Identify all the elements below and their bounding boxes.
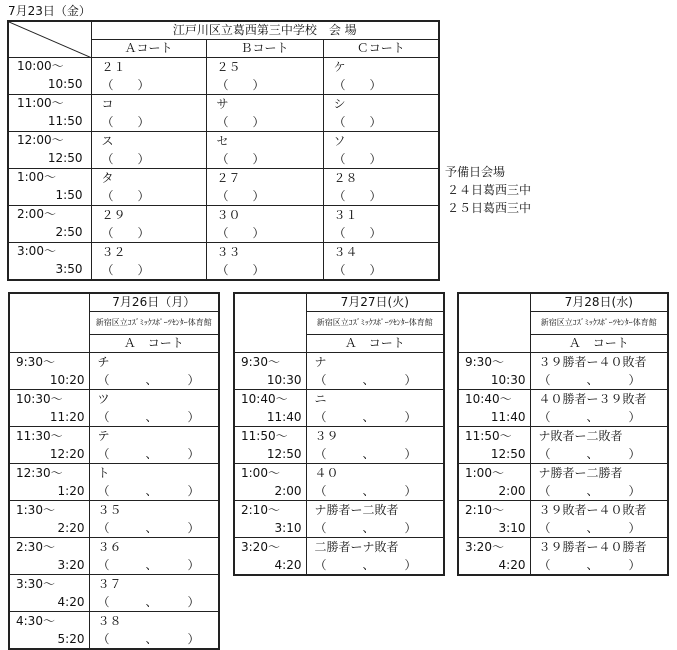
match-cell xyxy=(323,95,439,132)
day2-venue: 新宿区立ｺｽﾞﾐｯｸｽﾎﾟｰﾂｾﾝﾀｰ体育館 xyxy=(89,312,219,335)
result-placeholder: （ 、 ） xyxy=(314,521,417,535)
start-time: 1:30～ xyxy=(16,503,55,517)
match-cell xyxy=(91,243,206,281)
court-a-header: Ａコート xyxy=(91,40,206,58)
reserve-line-25: ２５日葛西三中 xyxy=(447,201,532,215)
result-placeholder: （ 、 ） xyxy=(538,410,641,424)
match-label: ３１ xyxy=(333,208,358,222)
time-slot-row xyxy=(458,464,668,501)
match-label: ２８ xyxy=(333,171,358,185)
time-slot-row xyxy=(458,427,668,464)
match-cell xyxy=(323,206,439,243)
match-label: ２９ xyxy=(101,208,126,222)
match-cell xyxy=(89,390,219,427)
end-time: 10:30 xyxy=(490,373,526,387)
end-time: 2:00 xyxy=(498,484,526,498)
match-cell xyxy=(530,427,668,464)
start-time: 2:30～ xyxy=(16,540,55,554)
match-cell xyxy=(91,169,206,206)
match-cell xyxy=(89,612,219,650)
result-placeholder: （ ） xyxy=(333,152,382,166)
match-cell xyxy=(206,206,323,243)
time-slot-row xyxy=(8,95,439,132)
end-time: 2:20 xyxy=(57,521,85,535)
end-time: 11:40 xyxy=(490,410,526,424)
start-time: 11:00～ xyxy=(17,96,64,110)
time-slot-row xyxy=(9,575,219,612)
start-time: 9:30～ xyxy=(16,355,55,369)
match-cell xyxy=(323,169,439,206)
result-placeholder: （ ） xyxy=(216,115,265,129)
match-cell xyxy=(89,575,219,612)
match-label: ３４ xyxy=(333,245,358,259)
match-cell xyxy=(530,353,668,390)
result-placeholder: （ ） xyxy=(216,78,265,92)
corner-cell xyxy=(9,293,89,312)
day4-court: Ａ コート xyxy=(530,335,668,353)
match-cell xyxy=(306,464,444,501)
time-slot-row xyxy=(9,501,219,538)
result-placeholder: （ 、 ） xyxy=(97,373,200,387)
time-cell xyxy=(234,501,306,538)
match-label: サ xyxy=(216,97,229,111)
match-label: ３９勝者ー４０敗者 xyxy=(538,355,647,369)
time-slot-row xyxy=(458,390,668,427)
day3-court: Ａ コート xyxy=(306,335,444,353)
result-placeholder: （ ） xyxy=(216,226,265,240)
time-cell xyxy=(458,464,530,501)
match-cell xyxy=(206,58,323,95)
match-cell xyxy=(530,390,668,427)
start-time: 3:20～ xyxy=(241,540,280,554)
match-cell xyxy=(89,538,219,575)
end-time: 10:50 xyxy=(47,77,83,91)
end-time: 10:30 xyxy=(266,373,302,387)
match-cell xyxy=(91,58,206,95)
match-label: ソ xyxy=(333,134,346,148)
match-cell xyxy=(89,464,219,501)
result-placeholder: （ 、 ） xyxy=(314,410,417,424)
court-b-header: Ｂコート xyxy=(206,40,323,58)
result-placeholder: （ 、 ） xyxy=(538,373,641,387)
result-placeholder: （ ） xyxy=(333,115,382,129)
corner-cell xyxy=(458,312,530,335)
time-slot-row xyxy=(458,353,668,390)
result-placeholder: （ ） xyxy=(216,189,265,203)
match-label: ニ xyxy=(314,392,327,406)
result-placeholder: （ ） xyxy=(101,115,150,129)
match-cell xyxy=(323,58,439,95)
time-slot-row xyxy=(8,206,439,243)
time-cell xyxy=(8,169,91,206)
result-placeholder: （ 、 ） xyxy=(97,447,200,461)
day4-venue: 新宿区立ｺｽﾞﾐｯｸｽﾎﾟｰﾂｾﾝﾀｰ体育館 xyxy=(530,312,668,335)
time-cell xyxy=(9,390,89,427)
corner-cell xyxy=(458,293,530,312)
match-cell xyxy=(323,132,439,169)
time-cell xyxy=(9,464,89,501)
match-cell xyxy=(306,538,444,576)
match-cell xyxy=(91,206,206,243)
result-placeholder: （ 、 ） xyxy=(538,558,641,572)
match-cell xyxy=(530,464,668,501)
match-cell xyxy=(306,427,444,464)
result-placeholder: （ 、 ） xyxy=(97,484,200,498)
result-placeholder: （ ） xyxy=(216,263,265,277)
result-placeholder: （ 、 ） xyxy=(538,447,641,461)
result-placeholder: （ ） xyxy=(216,152,265,166)
match-cell xyxy=(306,390,444,427)
end-time: 4:20 xyxy=(498,558,526,572)
match-label: ３９勝者ー４０勝者 xyxy=(538,540,647,554)
match-label: ス xyxy=(101,134,114,148)
day1-date: 7月23日（金） xyxy=(8,4,91,18)
time-cell xyxy=(234,427,306,464)
match-label: ３７ xyxy=(97,577,122,591)
time-slot-row xyxy=(8,169,439,206)
time-slot-row xyxy=(8,243,439,281)
result-placeholder: （ 、 ） xyxy=(97,521,200,535)
end-time: 11:20 xyxy=(49,410,85,424)
corner-cell xyxy=(234,335,306,353)
match-label: ２１ xyxy=(101,60,126,74)
time-cell xyxy=(9,501,89,538)
end-time: 12:50 xyxy=(266,447,302,461)
time-cell xyxy=(8,58,91,95)
start-time: 4:30～ xyxy=(16,614,55,628)
match-cell xyxy=(91,95,206,132)
match-label: コ xyxy=(101,97,114,111)
time-slot-row xyxy=(8,132,439,169)
result-placeholder: （ ） xyxy=(333,263,382,277)
time-cell xyxy=(9,575,89,612)
header-corner-cell xyxy=(8,21,91,58)
start-time: 10:30～ xyxy=(16,392,63,406)
end-time: 3:10 xyxy=(274,521,302,535)
reserve-day-note xyxy=(445,163,531,217)
end-time: 3:10 xyxy=(498,521,526,535)
time-cell xyxy=(458,390,530,427)
match-cell xyxy=(530,538,668,576)
time-cell xyxy=(234,538,306,576)
start-time: 1:00～ xyxy=(465,466,504,480)
result-placeholder: （ 、 ） xyxy=(314,447,417,461)
start-time: 10:00～ xyxy=(17,59,64,73)
time-slot-row xyxy=(458,501,668,538)
corner-cell xyxy=(9,312,89,335)
result-placeholder: （ ） xyxy=(101,263,150,277)
result-placeholder: （ ） xyxy=(333,78,382,92)
time-cell xyxy=(234,390,306,427)
match-label: ３９敗者ー４０敗者 xyxy=(538,503,647,517)
start-time: 11:30～ xyxy=(16,429,63,443)
start-time: 3:20～ xyxy=(465,540,504,554)
time-cell xyxy=(458,427,530,464)
day3-date: 7月27日(火) xyxy=(306,293,444,312)
match-label: チ xyxy=(97,355,110,369)
time-cell xyxy=(8,95,91,132)
result-placeholder: （ 、 ） xyxy=(314,373,417,387)
result-placeholder: （ 、 ） xyxy=(97,595,200,609)
time-slot-row xyxy=(9,464,219,501)
time-cell xyxy=(9,353,89,390)
start-time: 2:10～ xyxy=(241,503,280,517)
time-slot-row xyxy=(9,538,219,575)
start-time: 10:40～ xyxy=(465,392,512,406)
match-label: ３３ xyxy=(216,245,241,259)
match-cell xyxy=(91,132,206,169)
result-placeholder: （ ） xyxy=(101,78,150,92)
end-time: 5:20 xyxy=(57,632,85,646)
day3-venue: 新宿区立ｺｽﾞﾐｯｸｽﾎﾟｰﾂｾﾝﾀｰ体育館 xyxy=(306,312,444,335)
end-time: 3:20 xyxy=(57,558,85,572)
result-placeholder: （ 、 ） xyxy=(538,521,641,535)
time-slot-row xyxy=(9,427,219,464)
court-c-header: Ｃコート xyxy=(323,40,439,58)
end-time: 12:50 xyxy=(47,151,83,165)
match-cell xyxy=(323,243,439,281)
time-slot-row xyxy=(9,353,219,390)
end-time: 11:40 xyxy=(266,410,302,424)
corner-cell xyxy=(234,312,306,335)
time-slot-row xyxy=(234,501,444,538)
time-cell xyxy=(9,612,89,650)
match-label: ３８ xyxy=(97,614,122,628)
day2-date: 7月26日（月） xyxy=(89,293,219,312)
end-time: 2:00 xyxy=(274,484,302,498)
time-cell xyxy=(8,243,91,281)
match-label: ナ勝者ー二勝者 xyxy=(538,466,623,480)
match-label: ２５ xyxy=(216,60,241,74)
time-cell xyxy=(458,501,530,538)
time-cell xyxy=(8,206,91,243)
match-label: ３２ xyxy=(101,245,126,259)
match-label: ナ xyxy=(314,355,327,369)
end-time: 2:50 xyxy=(55,225,83,239)
start-time: 11:50～ xyxy=(465,429,512,443)
day4-date: 7月28日(水) xyxy=(530,293,668,312)
match-cell xyxy=(306,501,444,538)
time-slot-row xyxy=(234,464,444,501)
match-label: テ xyxy=(97,429,110,443)
match-cell xyxy=(89,353,219,390)
day1-schedule-table xyxy=(7,20,440,281)
match-label: ナ敗者ー二敗者 xyxy=(538,429,623,443)
time-slot-row xyxy=(9,612,219,650)
start-time: 3:00～ xyxy=(17,244,56,258)
time-slot-row xyxy=(234,390,444,427)
result-placeholder: （ 、 ） xyxy=(97,410,200,424)
start-time: 2:10～ xyxy=(465,503,504,517)
result-placeholder: （ 、 ） xyxy=(314,558,417,572)
result-placeholder: （ 、 ） xyxy=(97,558,200,572)
match-cell xyxy=(206,169,323,206)
match-label: セ xyxy=(216,134,229,148)
day4-schedule-table xyxy=(457,292,669,576)
match-label: ツ xyxy=(97,392,110,406)
start-time: 10:40～ xyxy=(241,392,288,406)
match-label: シ xyxy=(333,97,346,111)
time-cell xyxy=(234,464,306,501)
start-time: 9:30～ xyxy=(465,355,504,369)
match-cell xyxy=(206,132,323,169)
match-cell xyxy=(206,243,323,281)
time-cell xyxy=(9,427,89,464)
match-label: ４０勝者ー３９敗者 xyxy=(538,392,647,406)
time-slot-row xyxy=(234,538,444,576)
result-placeholder: （ ） xyxy=(101,226,150,240)
start-time: 1:00～ xyxy=(17,170,56,184)
result-placeholder: （ 、 ） xyxy=(538,484,641,498)
match-label: ケ xyxy=(333,60,346,74)
end-time: 1:20 xyxy=(57,484,85,498)
start-time: 12:00～ xyxy=(17,133,64,147)
end-time: 10:20 xyxy=(49,373,85,387)
result-placeholder: （ ） xyxy=(101,152,150,166)
result-placeholder: （ 、 ） xyxy=(314,484,417,498)
start-time: 11:50～ xyxy=(241,429,288,443)
end-time: 4:20 xyxy=(57,595,85,609)
time-cell xyxy=(8,132,91,169)
match-label: ト xyxy=(97,466,110,480)
match-cell xyxy=(206,95,323,132)
time-cell xyxy=(9,538,89,575)
match-label: ２７ xyxy=(216,171,241,185)
end-time: 11:50 xyxy=(47,114,83,128)
day1-venue: 江戸川区立葛西第三中学校 会 場 xyxy=(91,21,439,40)
result-placeholder: （ ） xyxy=(101,189,150,203)
time-cell xyxy=(234,353,306,390)
day2-court: Ａ コート xyxy=(89,335,219,353)
match-cell xyxy=(89,501,219,538)
match-cell xyxy=(530,501,668,538)
start-time: 3:30～ xyxy=(16,577,55,591)
time-slot-row xyxy=(8,58,439,95)
time-slot-row xyxy=(234,353,444,390)
result-placeholder: （ ） xyxy=(333,189,382,203)
corner-cell xyxy=(458,335,530,353)
match-label: ナ勝者ー二敗者 xyxy=(314,503,399,517)
result-placeholder: （ ） xyxy=(333,226,382,240)
day3-schedule-table xyxy=(233,292,445,576)
start-time: 2:00～ xyxy=(17,207,56,221)
start-time: 1:00～ xyxy=(241,466,280,480)
reserve-line-24: ２４日葛西三中 xyxy=(447,183,532,197)
time-slot-row xyxy=(458,538,668,576)
end-time: 1:50 xyxy=(55,188,83,202)
reserve-title: 予備日会場 xyxy=(445,165,506,179)
day2-schedule-table xyxy=(8,292,220,650)
end-time: 12:50 xyxy=(490,447,526,461)
end-time: 3:50 xyxy=(55,262,83,276)
time-cell xyxy=(458,353,530,390)
result-placeholder: （ 、 ） xyxy=(97,632,200,646)
match-label: ４０ xyxy=(314,466,339,480)
corner-cell xyxy=(234,293,306,312)
time-slot-row xyxy=(9,390,219,427)
match-cell xyxy=(306,353,444,390)
match-label: ３９ xyxy=(314,429,339,443)
match-label: タ xyxy=(101,171,114,185)
match-label: ３０ xyxy=(216,208,241,222)
match-cell xyxy=(89,427,219,464)
match-label: 二勝者ーナ敗者 xyxy=(314,540,399,554)
end-time: 4:20 xyxy=(274,558,302,572)
start-time: 9:30～ xyxy=(241,355,280,369)
match-label: ３５ xyxy=(97,503,122,517)
time-slot-row xyxy=(234,427,444,464)
start-time: 12:30～ xyxy=(16,466,63,480)
corner-cell xyxy=(9,335,89,353)
match-label: ３６ xyxy=(97,540,122,554)
time-cell xyxy=(458,538,530,576)
end-time: 12:20 xyxy=(49,447,85,461)
